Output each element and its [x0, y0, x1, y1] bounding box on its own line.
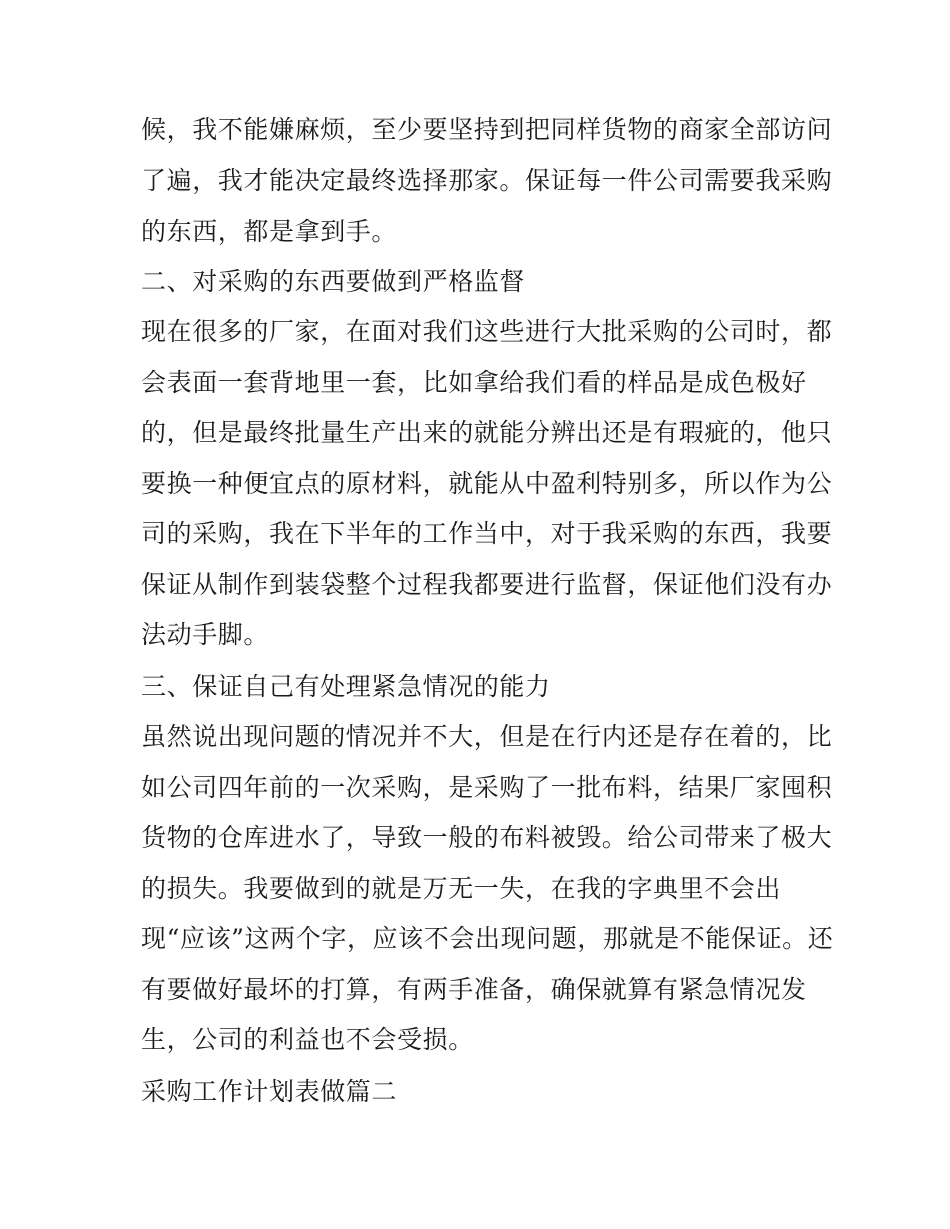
paragraph-line: 要换一种便宜点的原材料，就能从中盈利特别多，所以作为公	[141, 469, 833, 498]
paragraph-line: 有要做好最坏的打算，有两手准备，确保就算有紧急情况发	[141, 975, 807, 1004]
paragraph-line: 的损失。我要做到的就是万无一失，在我的字典里不会出	[141, 874, 782, 903]
paragraph-line: 司的采购，我在下半年的工作当中，对于我采购的东西，我要	[141, 519, 833, 548]
section-heading: 三、保证自己有处理紧急情况的能力	[141, 672, 551, 701]
paragraph-line: 现在很多的厂家，在面对我们这些进行大批采购的公司时，都	[141, 317, 833, 346]
paragraph-line: 生，公司的利益也不会受损。	[141, 1025, 474, 1054]
paragraph-line: 法动手脚。	[141, 620, 270, 649]
paragraph-line: 会表面一套背地里一套，比如拿给我们看的样品是成色极好	[141, 368, 807, 397]
paragraph-line: 候，我不能嫌麻烦，至少要坚持到把同样货物的商家全部访问	[141, 115, 833, 144]
paragraph-line: 的东西，都是拿到手。	[141, 217, 398, 246]
paragraph-line: 了遍，我才能决定最终选择那家。保证每一件公司需要我采购	[141, 166, 833, 195]
paragraph-line: 的，但是最终批量生产出来的就能分辨出还是有瑕疵的，他只	[141, 418, 833, 447]
paragraph-line: 如公司四年前的一次采购，是采购了一批布料，结果厂家囤积	[141, 773, 833, 802]
section-heading: 二、对采购的东西要做到严格监督	[141, 267, 526, 296]
paragraph-line: 虽然说出现问题的情况并不大，但是在行内还是存在着的，比	[141, 722, 833, 751]
paragraph-line: 货物的仓库进水了，导致一般的布料被毁。给公司带来了极大	[141, 823, 833, 852]
paragraph-line: 现“应该”这两个字，应该不会出现问题，那就是不能保证。还	[141, 924, 834, 953]
paragraph-line: 保证从制作到装袋整个过程我都要进行监督，保证他们没有办	[141, 570, 833, 599]
section-title: 采购工作计划表做篇二	[141, 1077, 398, 1106]
